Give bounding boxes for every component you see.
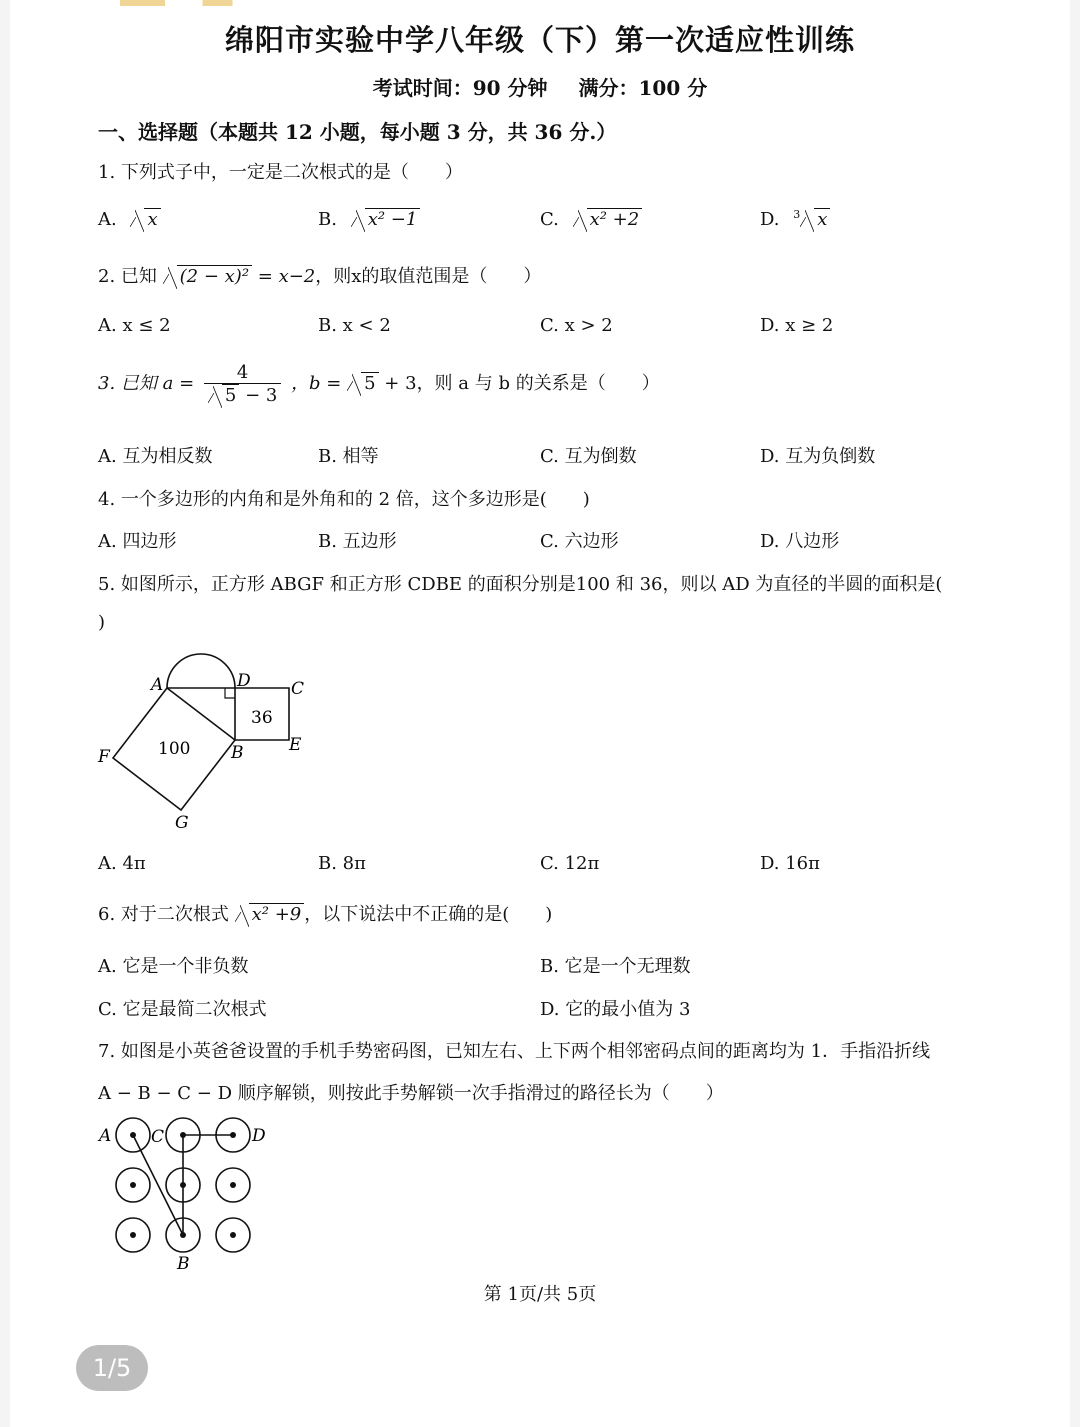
question-2-option-a: A. x ≤ 2 [98,315,171,336]
page-indicator[interactable]: 1/5 [76,1345,148,1391]
den-rest: − 3 [239,385,278,406]
section-title: 一、选择题（本题共 12 小题，每小题 3 分，共 36 分.） [98,120,617,144]
question-3-option-a: A. 互为相反数 [98,446,213,467]
denominator [204,384,281,406]
stem-text: ，则x的取值范围是（ ） [315,266,542,287]
radical [163,265,252,287]
question-6-option-c: C. 它是最简二次根式 [98,999,267,1020]
question-5-figure [95,648,325,833]
option-label: C. [540,209,559,230]
radical [573,208,643,230]
question-5-option-b: B. 8π [318,853,366,874]
label-c: C [291,679,305,699]
stem-text: 2. 已知 [98,266,157,287]
question-3-option-c: C. 互为倒数 [540,446,637,467]
question-2-option-c: C. x > 2 [540,315,613,336]
question-4-stem: 4. 一个多边形的内角和是外角和的 2 倍，这个多边形是( ) [98,489,590,510]
question-1-option-a [98,208,161,230]
question-5-option-d: D. 16π [760,853,820,874]
radicand: x² +2 [587,208,643,230]
radicand: 5 [361,372,378,394]
full-score: 满分：100 分 [578,76,708,100]
radicand: 5 [222,384,239,406]
exam-info [0,72,1080,101]
radical [347,372,378,394]
question-5-option-c: C. 12π [540,853,600,874]
label-g: G [175,813,189,833]
question-1-stem: 1. 下列式子中，一定是二次根式的是（ ） [98,162,463,183]
question-4-option-d: D. 八边形 [760,531,840,552]
question-3-option-d: D. 互为负倒数 [760,446,876,467]
option-label: A. [98,209,117,230]
label-a: A [151,675,164,695]
radicand: x² −1 [365,208,421,230]
numerator: 4 [204,362,281,384]
question-7-figure [95,1115,285,1275]
area-small: 36 [251,708,273,728]
label-e: E [289,735,302,755]
stem-text: 3. 已知 a = [98,373,195,394]
exam-title: 绵阳市实验中学八年级（下）第一次适应性训练 [224,23,855,57]
question-4-option-a: A. 四边形 [98,531,177,552]
question-6-option-b: B. 它是一个无理数 [540,956,691,977]
b-rest: + 3 [378,373,417,394]
top-decoration [120,0,270,6]
question-5-stem: 5. 如图所示，正方形 ABGF 和正方形 CDBE 的面积分别是100 和 36，则以 AD 为直径的半圆的面积是( [98,574,943,595]
radicand: (2 − x)² [177,265,252,287]
stem-text: 6. 对于二次根式 [98,904,229,925]
question-1-option-d [760,208,830,230]
label-b: B [177,1254,190,1274]
label-d: D [252,1126,266,1146]
radicand: x [144,208,160,230]
question-6-stem [98,900,552,926]
question-5-option-a: A. 4π [98,853,146,874]
label-b: B [231,743,244,763]
question-2-option-d: D. x ≥ 2 [760,315,834,336]
radical [208,384,239,406]
radical [800,208,830,230]
stem-text: ，以下说法中不正确的是( ) [304,904,553,925]
stem-text: ，b = [291,373,342,394]
question-7-stem: 7. 如图是小英爸爸设置的手机手势密码图，已知左右、上下两个相邻密码点间的距离均为 1．手指沿折线 [98,1041,931,1062]
option-label: D. [760,209,780,230]
radical [235,903,305,925]
area-big: 100 [158,739,191,759]
question-6-option-d: D. 它的最小值为 3 [540,999,691,1020]
question-3-stem [98,362,660,406]
question-2-stem [98,262,541,288]
equation: = x−2 [257,266,316,287]
stem-text: ，则 a 与 b 的关系是（ ） [416,373,660,394]
question-4-option-b: B. 五边形 [318,531,397,552]
question-4-option-c: C. 六边形 [540,531,619,552]
question-3-option-b: B. 相等 [318,446,379,467]
root-index: 3 [793,208,801,221]
question-5-stem-cont: ) [98,612,106,633]
label-d: D [237,671,251,691]
option-label: B. [318,209,337,230]
question-1-option-c [540,208,642,230]
page-footer: 第 1页/共 5页 [483,1284,597,1305]
radicand: x [814,208,830,230]
question-1-option-b [318,208,420,230]
label-f: F [98,747,110,767]
label-c: C [151,1127,165,1147]
radicand: x² +9 [249,903,305,925]
question-6-option-a: A. 它是一个非负数 [98,956,249,977]
fraction [204,362,281,406]
label-a: A [99,1126,112,1146]
question-2-option-b: B. x < 2 [318,315,391,336]
radical [351,208,421,230]
exam-time: 考试时间：90 分钟 [372,76,548,100]
radical [130,208,160,230]
question-7-stem-cont: A − B − C − D 顺序解锁，则按此手势解锁一次手指滑过的路径长为（ ） [98,1083,724,1104]
